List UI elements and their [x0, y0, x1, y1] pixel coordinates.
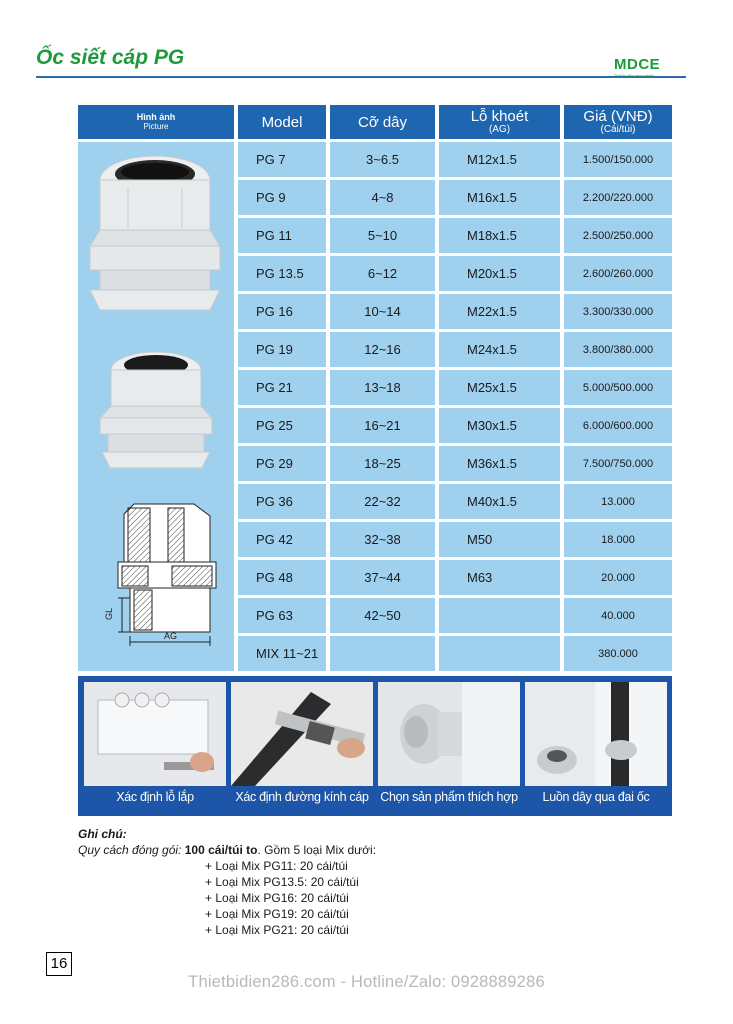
step-caption: Luồn dây qua đai ốc [542, 790, 650, 804]
title-divider [36, 76, 686, 78]
packing-spec-detail: . Gồm 5 loại Mix dưới: [257, 843, 377, 857]
cell-wire-size [330, 636, 435, 671]
cell-price: 7.500/750.000 [564, 446, 672, 481]
caliper-icon [231, 682, 373, 786]
cell-wire-size: 10~14 [330, 294, 435, 329]
packing-spec [78, 842, 376, 858]
cell-model: PG 21 [238, 370, 326, 405]
notes-heading: Ghi chú: [78, 827, 127, 841]
cell-model: PG 11 [238, 218, 326, 253]
cell-hole: M50 [439, 522, 560, 557]
small-gland-icon [100, 352, 212, 468]
page-title: Ốc siết cáp PG [36, 46, 185, 69]
cell-model: PG 19 [238, 332, 326, 367]
cell-hole: M18x1.5 [439, 218, 560, 253]
gland-product-icon [378, 682, 520, 786]
cell-wire-size: 5~10 [330, 218, 435, 253]
cell-wire-size: 13~18 [330, 370, 435, 405]
cell-model: PG 63 [238, 598, 326, 633]
cable-through-photo [525, 682, 667, 786]
cell-wire-size: 4~8 [330, 180, 435, 215]
caliper-photo [231, 682, 373, 786]
mix-item: + Loại Mix PG13.5: 20 cái/túi [205, 875, 359, 889]
header-price-label: Giá (VNĐ) [583, 108, 653, 125]
cell-model: PG 16 [238, 294, 326, 329]
junction-box-icon [84, 682, 226, 786]
cell-hole: M36x1.5 [439, 446, 560, 481]
step-caption: Xác định lỗ lắp [116, 790, 194, 804]
cell-hole: M63 [439, 560, 560, 595]
header-model [238, 105, 326, 139]
cell-wire-size: 6~12 [330, 256, 435, 291]
cell-price: 1.500/150.000 [564, 142, 672, 177]
cell-price: 3.800/380.000 [564, 332, 672, 367]
gland-photo [378, 682, 520, 786]
cell-hole: M25x1.5 [439, 370, 560, 405]
cell-model: MIX 11~21 [238, 636, 326, 671]
junction-box-photo [84, 682, 226, 786]
cell-price: 13.000 [564, 484, 672, 519]
packing-spec-quantity: 100 cái/túi to [184, 843, 258, 857]
header-price-sublabel: (Cái/túi) [600, 124, 636, 135]
header-price [564, 105, 672, 139]
cell-wire-size: 22~32 [330, 484, 435, 519]
cell-hole: M40x1.5 [439, 484, 560, 519]
diagram-ag-label: AG [164, 631, 178, 641]
step-caption: Chọn sản phẩm thích hợp [380, 790, 518, 804]
logo-wordmark: MDCE [614, 56, 661, 73]
packing-spec-label: Quy cách đóng gói: [78, 843, 182, 857]
cell-model: PG 48 [238, 560, 326, 595]
mix-item: + Loại Mix PG21: 20 cái/túi [205, 923, 349, 937]
cell-price: 20.000 [564, 560, 672, 595]
header-hole-sublabel: (AG) [488, 124, 511, 135]
cell-hole: M22x1.5 [439, 294, 560, 329]
cell-price: 2.600/260.000 [564, 256, 672, 291]
cell-model: PG 36 [238, 484, 326, 519]
page-number: 16 [46, 952, 72, 976]
product-image-column [78, 142, 234, 671]
logo-tagline: Thiết bị điện công nghiệp [614, 74, 655, 78]
cell-model: PG 13.5 [238, 256, 326, 291]
cell-hole: M16x1.5 [439, 180, 560, 215]
cell-hole: M24x1.5 [439, 332, 560, 367]
cross-section-diagram [118, 504, 216, 646]
cell-model: PG 9 [238, 180, 326, 215]
footer-contact: Thietbidien286.com - Hotline/Zalo: 0928889286 [188, 973, 545, 991]
diagram-gl-label: GL [104, 607, 114, 620]
cell-price: 380.000 [564, 636, 672, 671]
cell-hole: M30x1.5 [439, 408, 560, 443]
cell-model: PG 7 [238, 142, 326, 177]
cell-wire-size: 16~21 [330, 408, 435, 443]
cell-price: 6.000/600.000 [564, 408, 672, 443]
header-model-label: Model [261, 113, 303, 131]
cell-hole [439, 598, 560, 633]
header-wire-size-label: Cỡ dây [357, 113, 408, 131]
cell-price: 18.000 [564, 522, 672, 557]
cell-wire-size: 3~6.5 [330, 142, 435, 177]
cell-price: 40.000 [564, 598, 672, 633]
cell-wire-size: 32~38 [330, 522, 435, 557]
cell-wire-size: 18~25 [330, 446, 435, 481]
cell-wire-size: 12~16 [330, 332, 435, 367]
large-gland-icon [90, 156, 220, 310]
mix-item: + Loại Mix PG19: 20 cái/túi [205, 907, 349, 921]
cell-hole: M12x1.5 [439, 142, 560, 177]
notes-section [78, 826, 376, 938]
step-caption: Xác định đường kính cáp [235, 790, 369, 804]
cell-price: 3.300/330.000 [564, 294, 672, 329]
cell-price: 2.500/250.000 [564, 218, 672, 253]
header-image-sublabel: Picture [143, 122, 169, 131]
header-image-label: Hình ảnh [136, 112, 176, 122]
header-hole [439, 105, 560, 139]
cell-model: PG 42 [238, 522, 326, 557]
cable-threading-icon [525, 682, 667, 786]
header-wire-size [330, 105, 435, 139]
cell-price: 5.000/500.000 [564, 370, 672, 405]
mix-item: + Loại Mix PG11: 20 cái/túi [205, 859, 348, 873]
installation-steps-strip [78, 676, 672, 816]
cell-model: PG 29 [238, 446, 326, 481]
brand-logo [614, 56, 684, 78]
cell-hole [439, 636, 560, 671]
cable-gland-illustrations [78, 142, 234, 671]
cell-wire-size: 42~50 [330, 598, 435, 633]
cell-model: PG 25 [238, 408, 326, 443]
cell-hole: M20x1.5 [439, 256, 560, 291]
mix-item: + Loại Mix PG16: 20 cái/túi [205, 891, 349, 905]
cell-wire-size: 37~44 [330, 560, 435, 595]
header-image [78, 105, 234, 139]
header-hole-label: Lỗ khoét [470, 108, 529, 125]
cell-price: 2.200/220.000 [564, 180, 672, 215]
